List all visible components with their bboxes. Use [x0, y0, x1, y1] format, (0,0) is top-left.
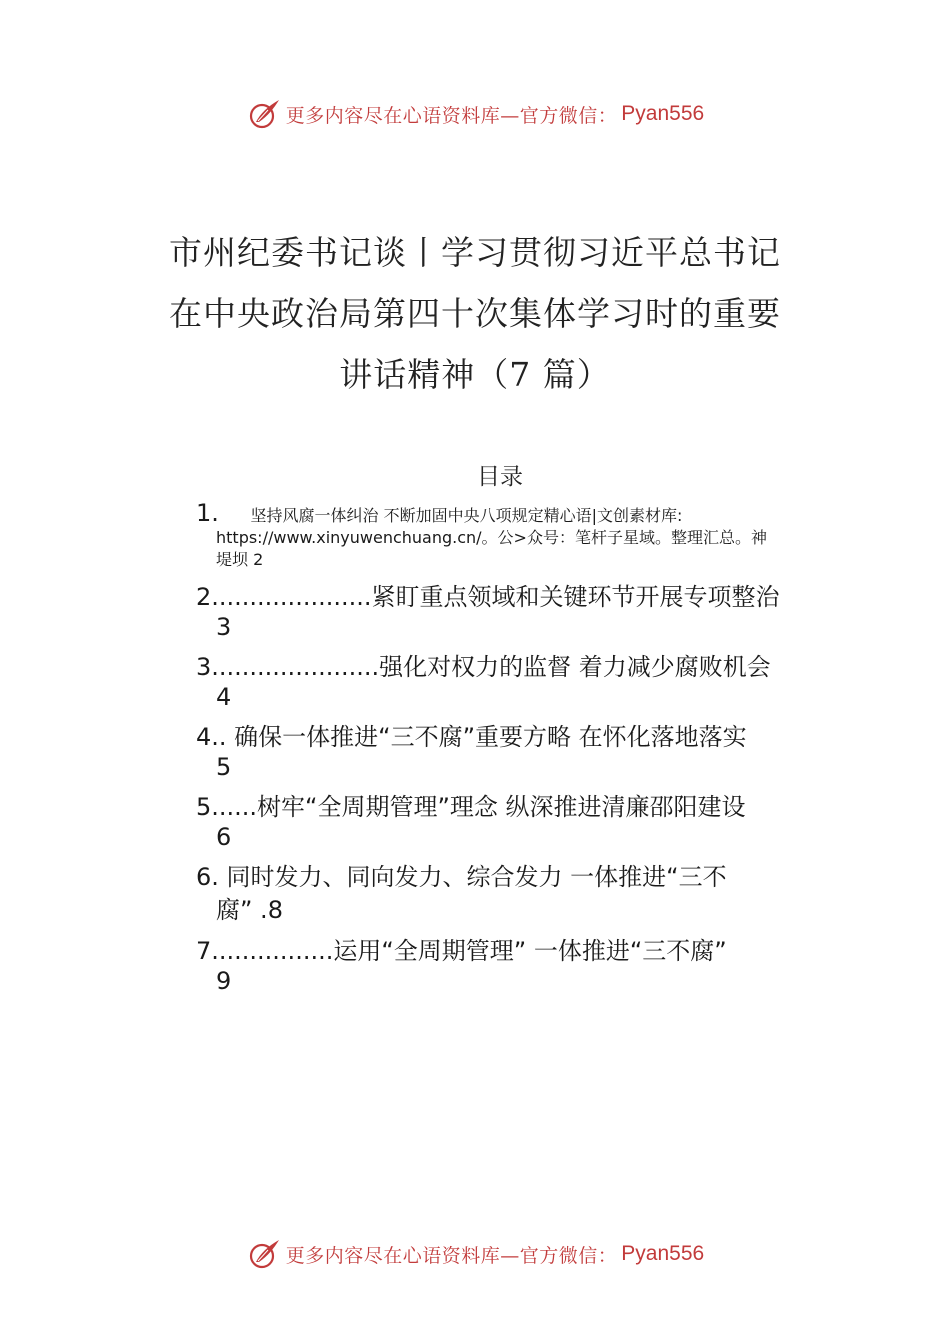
toc-item-text: 5......树牢“全周期管理”理念 纵深推进清廉邵阳建设 — [196, 793, 746, 821]
watermark-text: 更多内容尽在心语资料库—官方微信： — [285, 104, 618, 127]
toc-item-1[interactable] — [196, 500, 836, 571]
header-watermark — [0, 94, 950, 134]
quill-logo-icon — [246, 1236, 282, 1272]
toc-item-text-cont: https://www.xinyuwenchuang.cn/。公>众号：笔杆子星域。整理汇总。神 — [216, 528, 767, 547]
toc-item-7[interactable] — [196, 936, 836, 996]
toc-item-3[interactable] — [196, 652, 836, 712]
toc-item-text: 2.....................紧盯重点领域和关键环节开展专项整治 — [196, 583, 780, 611]
toc-item-page: 4 — [216, 683, 232, 711]
quill-logo-icon — [246, 96, 282, 132]
toc-heading: 目录 — [477, 464, 523, 490]
toc-item-text: 3......................强化对权力的监督 着力减少腐败机会 — [196, 653, 771, 681]
watermark-wechat-id: Pyan556 — [621, 1242, 705, 1265]
toc-item-page: 堤坝 2 — [216, 550, 264, 569]
toc-item-text: 坚持风腐一体纠治 不断加固中央八项规定精心语|文创素材库: — [250, 506, 683, 525]
toc-item-6[interactable] — [196, 862, 836, 928]
toc-item-4[interactable] — [196, 722, 836, 782]
toc-item-5[interactable] — [196, 792, 836, 852]
title-line: 在中央政治局第四十次集体学习时的重要 — [169, 294, 781, 333]
toc-item-page: 9 — [216, 967, 232, 995]
toc-item-page: 3 — [216, 613, 232, 641]
watermark-wechat-id: Pyan556 — [621, 102, 705, 125]
toc-item-text: 7................运用“全周期管理” 一体推进“三不腐” — [196, 937, 727, 965]
title-line: 市州纪委书记谈丨学习贯彻习近平总书记 — [169, 233, 781, 272]
document-title — [150, 222, 800, 405]
toc-item-text: 4.. 确保一体推进“三不腐”重要方略 在怀化落地落实 — [196, 723, 747, 751]
toc-item-page: 5 — [216, 753, 232, 781]
toc-item-number: 1. — [196, 499, 219, 527]
footer-watermark — [0, 1234, 950, 1274]
watermark-text: 更多内容尽在心语资料库—官方微信： — [285, 1244, 618, 1267]
toc-item-text: 6. 同时发力、同向发力、综合发力 一体推进“三不 — [196, 863, 727, 891]
title-line: 讲话精神（7 篇） — [339, 355, 611, 394]
toc-item-page: 6 — [216, 823, 232, 851]
toc-item-page: 腐” .8 — [216, 896, 283, 924]
toc-item-2[interactable] — [196, 582, 836, 642]
